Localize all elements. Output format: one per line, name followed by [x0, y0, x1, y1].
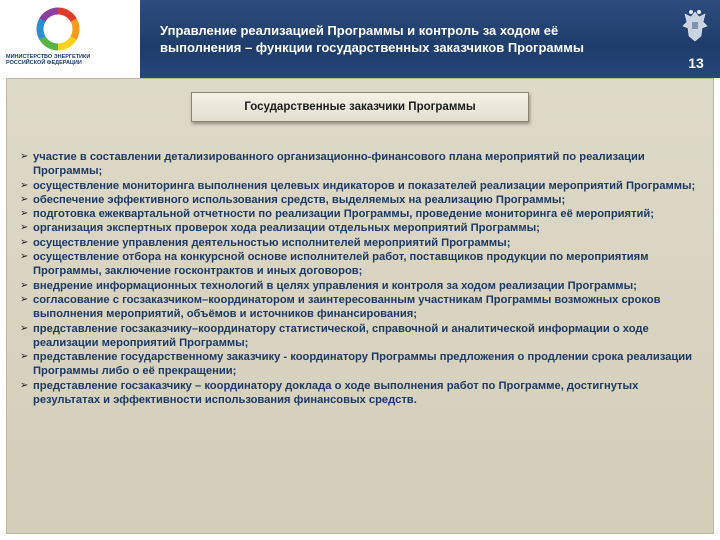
ministry-logo [6, 4, 124, 76]
list-item: ➢ осуществление управления деятельностью исполнителей мероприятий Программы; [20, 236, 702, 250]
list-item: ➢ внедрение информационных технологий в целях управления и контроля за ходом реализации Программы; [20, 279, 702, 293]
logo-caption-line2: РОССИЙСКОЙ ФЕДЕРАЦИИ [6, 60, 82, 66]
list-item: ➢ обеспечение эффективного использования средств, выделяемых на реализацию Программы; [20, 193, 702, 207]
logo-caption-line1: МИНИСТЕРСТВО ЭНЕРГЕТИКИ [6, 54, 91, 60]
slide-title [160, 22, 600, 56]
list-item: ➢ подготовка ежеквартальной отчетности по реализации Программы, проведение мониторинга её мероприятий; [20, 207, 702, 221]
slide-number: 13 [688, 55, 704, 71]
list-item: ➢ осуществление мониторинга выполнения целевых индикаторов и показателей реализации мероприятий Программы; [20, 179, 702, 193]
coat-of-arms-icon [680, 8, 710, 44]
slide-title-line2: выполнения – функции государственных заказчиков Программы [160, 40, 584, 55]
list-item: ➢ участие в составлении детализированного организационно-финансового плана мероприятий по реализации Программы; [20, 150, 702, 179]
list-item: ➢ организация экспертных проверок хода реализации отдельных мероприятий Программы; [20, 221, 702, 235]
slide-header [0, 0, 720, 78]
list-item: ➢ представление госзаказчику – координатору доклада о ходе выполнения работ по Программе, достигнутых результатах и эффективности использования финансовых средств. [20, 379, 702, 408]
slide-title-line1: Управление реализацией Программы и контроль за ходом её [160, 23, 559, 38]
list-item: ➢ представление государственному заказчику - координатору Программы предложения о продлении срока реализации Программы либо о её прекращении; [20, 350, 702, 379]
list-item: ➢ согласование с госзаказчиком–координатором и заинтересованным участникам Программы возможных сроков выполнения мероприятий, объёмов и источников финансирования; [20, 293, 702, 322]
functions-list [20, 150, 702, 407]
section-title: Государственные заказчики Программы [191, 92, 529, 122]
list-item: ➢ представление госзаказчику–координатору статистической, справочной и аналитической информации о ходе реализации мероприятий Программы; [20, 322, 702, 351]
ministry-logo-icon [28, 4, 88, 54]
logo-caption [6, 54, 124, 66]
list-item: ➢ осуществление отбора на конкурсной основе исполнителей работ, поставщиков продукции по мероприятиям Программы, заключение госконтрактов и иных договоров; [20, 250, 702, 279]
title-bar [140, 0, 720, 78]
